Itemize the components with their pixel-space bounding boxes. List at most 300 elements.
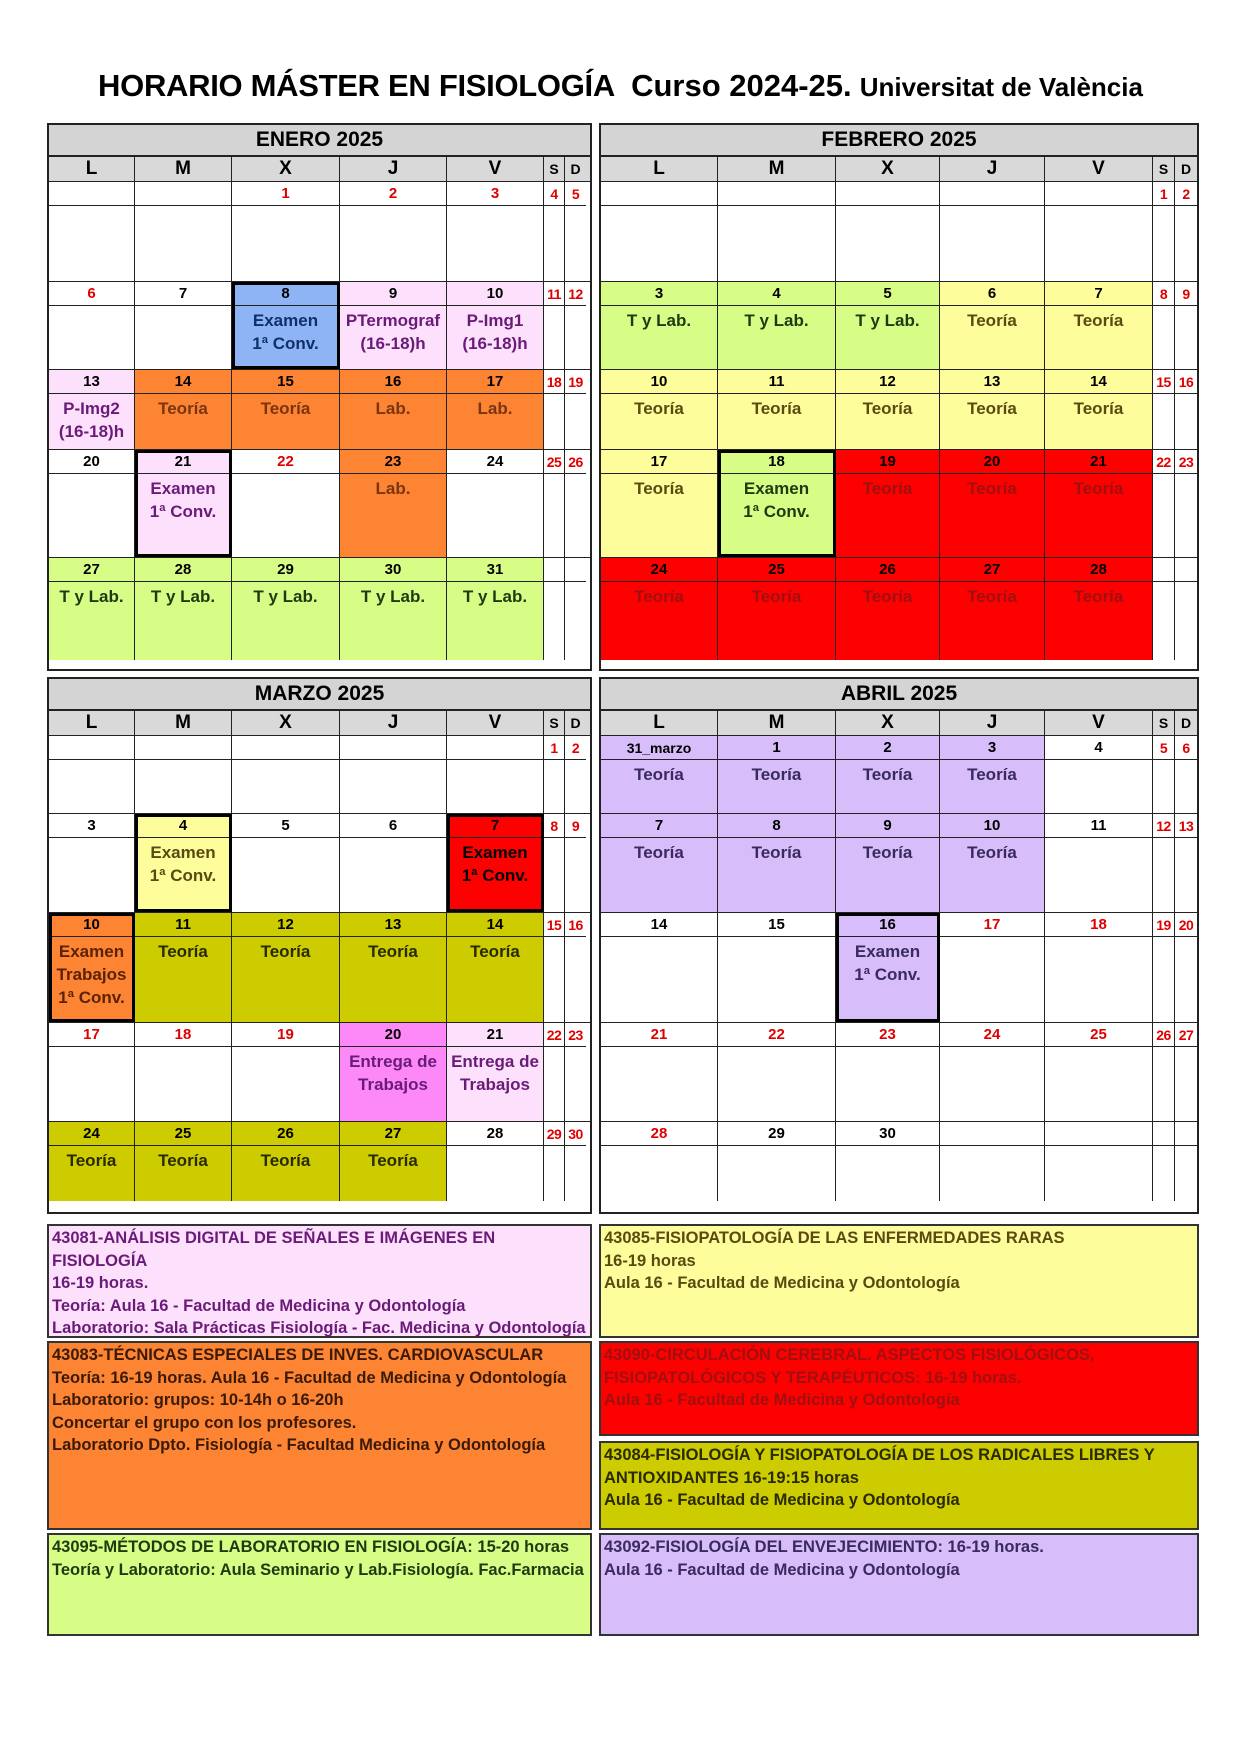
day-cell xyxy=(49,1122,135,1201)
day-number xyxy=(49,736,134,760)
session-label: Teoría xyxy=(862,843,913,862)
week-row xyxy=(601,370,1197,450)
day-number: 15 xyxy=(1153,370,1174,394)
day-number: 15 xyxy=(544,913,564,937)
day-number: 29 xyxy=(544,1122,564,1146)
session-label: Teoría xyxy=(368,942,418,961)
day-cell xyxy=(1175,736,1197,813)
session-label: Teoría xyxy=(967,587,1017,606)
weekday-header: L xyxy=(601,157,718,181)
day-cell xyxy=(232,814,340,912)
day-cell xyxy=(135,558,232,660)
calendar-title: FEBRERO 2025 xyxy=(601,125,1197,157)
session-label: T y Lab. xyxy=(462,587,528,606)
day-cell xyxy=(601,558,718,660)
day-cell xyxy=(447,1122,544,1201)
day-cell xyxy=(447,913,544,1022)
day-cell xyxy=(49,450,135,557)
calendar-january xyxy=(47,123,592,671)
day-cell xyxy=(1153,370,1175,449)
day-cell xyxy=(1153,558,1175,660)
day-number: 15 xyxy=(232,370,339,394)
day-number: 18 xyxy=(1045,913,1152,937)
day-number: 16 xyxy=(565,913,586,937)
session-label: Teoría xyxy=(368,1151,418,1170)
day-number: 31_marzo xyxy=(601,736,717,760)
title-main: HORARIO MÁSTER EN FISIOLOGÍA xyxy=(98,68,615,103)
day-cell xyxy=(544,450,565,557)
session-label: Lab. xyxy=(477,399,513,418)
day-cell xyxy=(135,370,232,449)
day-number xyxy=(1045,182,1152,206)
page-title xyxy=(0,68,1241,104)
day-number: 18 xyxy=(544,370,564,394)
day-number: 15 xyxy=(718,913,835,937)
day-cell xyxy=(601,450,718,557)
day-cell xyxy=(544,1023,565,1121)
day-cell xyxy=(1175,1122,1197,1201)
day-number: 8 xyxy=(544,814,564,838)
day-number: 20 xyxy=(1175,913,1197,937)
legend-43084: 43084-FISIOLOGÍA Y FISIOPATOLOGÍA DE LOS RADICALES LIBRES Y ANTIOXIDANTES 16-19:15 horas Aula 16 - Facultad de Medicina y Odontología xyxy=(599,1441,1199,1530)
day-number: 28 xyxy=(447,1122,543,1146)
weekday-header: L xyxy=(49,711,135,735)
day-number: 13 xyxy=(940,370,1044,394)
day-cell xyxy=(544,736,565,813)
day-cell xyxy=(135,913,232,1022)
day-cell xyxy=(232,913,340,1022)
week-row xyxy=(601,450,1197,558)
session-label: Teoría xyxy=(634,587,684,606)
weekday-header: D xyxy=(1180,715,1192,731)
day-cell xyxy=(940,450,1045,557)
session-label: Teoría xyxy=(470,942,520,961)
day-number: 30 xyxy=(340,558,446,582)
weekday-header: X xyxy=(836,157,940,181)
day-cell xyxy=(836,736,940,813)
day-number: 22 xyxy=(718,1023,835,1047)
day-number: 9 xyxy=(340,282,446,306)
day-number xyxy=(49,182,134,206)
weekday-header: X xyxy=(232,711,340,735)
day-number: 21 xyxy=(447,1023,543,1047)
day-number: 19 xyxy=(836,450,939,474)
day-number xyxy=(544,558,564,582)
day-cell xyxy=(836,450,940,557)
day-cell xyxy=(340,1122,447,1201)
day-number: 20 xyxy=(340,1023,446,1047)
weekday-header: X xyxy=(232,157,340,181)
day-cell xyxy=(718,282,836,369)
day-cell xyxy=(1045,1122,1153,1201)
day-number: 14 xyxy=(135,370,231,394)
title-course: Curso 2024-25. xyxy=(631,68,852,103)
day-cell xyxy=(836,182,940,281)
day-cell xyxy=(544,814,565,912)
day-number: 23 xyxy=(340,450,446,474)
exam-day-cell xyxy=(836,913,940,1022)
session-label: Teoría xyxy=(260,1151,311,1170)
day-number: 31 xyxy=(447,558,543,582)
legend-43081: 43081-ANÁLISIS DIGITAL DE SEÑALES E IMÁGENES EN FISIOLOGÍA 16-19 horas. Teoría: Aula 16 - Facultad de Medicina y Odontología Laboratorio: Sala Prácticas Fisiología - Fac. Medicina y Odontología xyxy=(47,1224,592,1338)
day-cell xyxy=(836,1023,940,1121)
day-number: 28 xyxy=(135,558,231,582)
weekday-header: L xyxy=(49,157,135,181)
day-cell xyxy=(565,182,586,281)
day-number xyxy=(1175,558,1197,582)
day-number xyxy=(1153,1122,1174,1146)
day-cell xyxy=(940,558,1045,660)
week-row xyxy=(49,1122,590,1201)
day-number: 20 xyxy=(940,450,1044,474)
session-label: Teoría xyxy=(967,843,1017,862)
session-label: Teoría xyxy=(66,1151,117,1170)
day-cell xyxy=(718,736,836,813)
session-label: Teoría xyxy=(634,765,684,784)
weekday-header: J xyxy=(340,711,447,735)
calendar-february xyxy=(599,123,1199,671)
day-number: 13 xyxy=(1175,814,1197,838)
day-number: 2 xyxy=(340,182,446,206)
day-number: 5 xyxy=(565,182,586,206)
day-cell xyxy=(135,1122,232,1201)
day-cell xyxy=(135,182,232,281)
session-label: T y Lab. xyxy=(360,587,426,606)
day-cell xyxy=(447,736,544,813)
day-cell xyxy=(601,182,718,281)
week-row xyxy=(601,282,1197,370)
session-label: Examen 1ª Conv. xyxy=(149,843,217,885)
day-number: 24 xyxy=(49,1122,134,1146)
day-number: 17 xyxy=(447,370,543,394)
week-row xyxy=(601,814,1197,913)
day-number: 13 xyxy=(340,913,446,937)
day-cell xyxy=(940,182,1045,281)
week-row xyxy=(49,558,590,660)
weekday-header: D xyxy=(570,161,581,177)
day-cell xyxy=(135,1023,232,1121)
session-label: Teoría xyxy=(967,399,1017,418)
day-number: 19 xyxy=(1153,913,1174,937)
session-label: Examen 1ª Conv. xyxy=(252,311,319,353)
day-cell xyxy=(1175,282,1197,369)
week-row xyxy=(49,450,590,558)
day-cell xyxy=(232,1023,340,1121)
day-cell xyxy=(1045,282,1153,369)
day-number: 29 xyxy=(718,1122,835,1146)
day-cell xyxy=(1153,913,1175,1022)
day-cell xyxy=(135,736,232,813)
session-label: Teoría xyxy=(751,765,802,784)
day-cell xyxy=(1153,736,1175,813)
day-number: 22 xyxy=(232,450,339,474)
session-label: Teoría xyxy=(1073,311,1124,330)
day-number: 24 xyxy=(601,558,717,582)
day-cell xyxy=(940,370,1045,449)
day-number: 8 xyxy=(1153,282,1174,306)
day-number: 8 xyxy=(718,814,835,838)
day-number: 11 xyxy=(544,282,564,306)
day-number: 30 xyxy=(565,1122,586,1146)
day-number: 7 xyxy=(447,814,543,838)
day-number: 19 xyxy=(232,1023,339,1047)
day-cell xyxy=(1175,913,1197,1022)
session-label: T y Lab. xyxy=(744,311,809,330)
day-number: 17 xyxy=(940,913,1044,937)
day-cell xyxy=(718,558,836,660)
session-label: Teoría xyxy=(634,479,684,498)
day-number xyxy=(447,736,543,760)
session-label: Teoría xyxy=(634,399,684,418)
session-label: P-Img1 (16-18)h xyxy=(462,311,528,353)
day-number: 14 xyxy=(447,913,543,937)
day-number: 11 xyxy=(135,913,231,937)
day-number xyxy=(718,182,835,206)
week-row xyxy=(601,1122,1197,1201)
day-cell xyxy=(565,736,586,813)
day-cell xyxy=(565,558,586,660)
day-cell xyxy=(1175,814,1197,912)
day-cell xyxy=(565,913,586,1022)
day-number xyxy=(1153,558,1174,582)
weekday-header: M xyxy=(718,711,836,735)
session-label: Teoría xyxy=(862,479,913,498)
day-cell xyxy=(340,1023,447,1121)
day-number: 18 xyxy=(135,1023,231,1047)
day-cell xyxy=(1045,814,1153,912)
session-label: Teoría xyxy=(260,399,311,418)
day-number: 18 xyxy=(718,450,835,474)
day-cell xyxy=(544,370,565,449)
day-cell xyxy=(601,736,718,813)
day-number: 9 xyxy=(565,814,586,838)
weekday-header: J xyxy=(940,711,1045,735)
day-number: 24 xyxy=(447,450,543,474)
session-label: Teoría xyxy=(967,311,1017,330)
day-number: 27 xyxy=(1175,1023,1197,1047)
day-cell xyxy=(135,282,232,369)
day-number: 26 xyxy=(565,450,586,474)
day-cell xyxy=(565,1122,586,1201)
session-label: Examen Trabajos 1ª Conv. xyxy=(56,942,127,1007)
day-number: 5 xyxy=(1153,736,1174,760)
day-cell xyxy=(565,1023,586,1121)
exam-day-cell xyxy=(49,913,135,1022)
session-label: Teoría xyxy=(1073,587,1124,606)
day-number: 24 xyxy=(940,1023,1044,1047)
day-number: 6 xyxy=(340,814,446,838)
day-number: 23 xyxy=(565,1023,586,1047)
day-cell xyxy=(447,182,544,281)
day-cell xyxy=(1045,736,1153,813)
week-row xyxy=(601,558,1197,660)
day-cell xyxy=(940,1122,1045,1201)
legend-43092: 43092-FISIOLOGÍA DEL ENVEJECIMIENTO: 16-19 horas. Aula 16 - Facultad de Medicina y Odontología xyxy=(599,1533,1199,1636)
day-number: 16 xyxy=(340,370,446,394)
calendar-march xyxy=(47,677,592,1214)
day-number: 4 xyxy=(718,282,835,306)
day-number: 27 xyxy=(940,558,1044,582)
day-cell xyxy=(601,814,718,912)
session-label: P-Img2 (16-18)h xyxy=(58,399,125,441)
day-cell xyxy=(718,1122,836,1201)
day-cell xyxy=(565,370,586,449)
day-cell xyxy=(232,182,340,281)
day-number: 2 xyxy=(565,736,586,760)
day-number: 6 xyxy=(1175,736,1197,760)
session-label: Lab. xyxy=(375,399,411,418)
legend-43090: 43090-CIRCULACIÓN CEREBRAL. ASPECTOS FISIOLÓGICOS, FISIOPATOLÓGICOS Y TERAPÉUTICOS: 16-19 horas. Aula 16 - Facultad de Medicina y Odontología xyxy=(599,1341,1199,1436)
day-number: 12 xyxy=(232,913,339,937)
day-number: 25 xyxy=(718,558,835,582)
day-number: 9 xyxy=(836,814,939,838)
day-number: 30 xyxy=(836,1122,939,1146)
day-cell xyxy=(49,814,135,912)
day-cell xyxy=(565,450,586,557)
weekday-header: V xyxy=(1045,711,1153,735)
session-label: Teoría xyxy=(634,843,684,862)
day-number: 12 xyxy=(836,370,939,394)
day-number: 5 xyxy=(836,282,939,306)
week-row xyxy=(601,1023,1197,1122)
day-cell xyxy=(544,282,565,369)
day-number: 20 xyxy=(49,450,134,474)
day-number: 5 xyxy=(232,814,339,838)
day-number: 28 xyxy=(601,1122,717,1146)
day-number xyxy=(1175,1122,1197,1146)
day-number: 17 xyxy=(49,1023,134,1047)
session-label: Teoría xyxy=(158,942,208,961)
day-cell xyxy=(940,1023,1045,1121)
day-cell xyxy=(447,282,544,369)
day-number: 21 xyxy=(601,1023,717,1047)
day-cell xyxy=(836,1122,940,1201)
day-cell xyxy=(49,558,135,660)
day-number: 26 xyxy=(836,558,939,582)
day-number: 21 xyxy=(135,450,231,474)
session-label: Lab. xyxy=(375,479,411,498)
exam-day-cell xyxy=(447,814,544,912)
session-label: Teoría xyxy=(1073,399,1124,418)
day-cell xyxy=(1045,370,1153,449)
day-cell xyxy=(340,450,447,557)
day-cell xyxy=(1175,370,1197,449)
day-cell xyxy=(340,282,447,369)
day-number xyxy=(135,182,231,206)
exam-day-cell xyxy=(135,450,232,557)
day-cell xyxy=(447,450,544,557)
week-row xyxy=(49,182,590,282)
day-number: 3 xyxy=(940,736,1044,760)
day-number: 14 xyxy=(601,913,717,937)
day-cell xyxy=(1175,1023,1197,1121)
weekday-header: J xyxy=(340,157,447,181)
session-label: T y Lab. xyxy=(855,311,920,330)
weekday-header-row xyxy=(601,157,1197,182)
session-label: Teoría xyxy=(158,1151,208,1170)
day-cell xyxy=(544,558,565,660)
weekday-header: J xyxy=(940,157,1045,181)
day-number: 9 xyxy=(1175,282,1197,306)
weekday-header: V xyxy=(447,711,544,735)
day-cell xyxy=(1153,814,1175,912)
day-number: 3 xyxy=(447,182,543,206)
weekday-header: S xyxy=(1153,157,1175,181)
exam-day-cell xyxy=(718,450,836,557)
day-number xyxy=(340,736,446,760)
day-number: 1 xyxy=(1153,182,1174,206)
day-number xyxy=(232,736,339,760)
session-label: Teoría xyxy=(751,399,802,418)
weekday-header: V xyxy=(447,157,544,181)
day-number: 4 xyxy=(1045,736,1152,760)
day-cell xyxy=(1045,913,1153,1022)
calendar-title: ABRIL 2025 xyxy=(601,679,1197,711)
day-cell xyxy=(940,814,1045,912)
weekday-header: D xyxy=(570,715,581,731)
weekday-header: D xyxy=(1180,161,1192,177)
day-number: 26 xyxy=(1153,1023,1174,1047)
day-number: 28 xyxy=(1045,558,1152,582)
session-label: Teoría xyxy=(967,765,1017,784)
day-cell xyxy=(232,736,340,813)
day-cell xyxy=(1153,282,1175,369)
day-cell xyxy=(601,282,718,369)
day-cell xyxy=(49,370,135,449)
weekday-header: S xyxy=(1153,711,1175,735)
day-number: 1 xyxy=(718,736,835,760)
day-number: 22 xyxy=(544,1023,564,1047)
day-number: 12 xyxy=(565,282,586,306)
day-number xyxy=(1045,1122,1152,1146)
exam-day-cell xyxy=(232,282,340,369)
day-cell xyxy=(49,282,135,369)
day-number: 19 xyxy=(565,370,586,394)
day-cell xyxy=(1045,182,1153,281)
session-label: Examen 1ª Conv. xyxy=(854,942,921,984)
week-row xyxy=(49,736,590,814)
session-label: PTermograf (16-18)h xyxy=(345,311,441,353)
day-number: 16 xyxy=(1175,370,1197,394)
session-label: Teoría xyxy=(967,479,1017,498)
day-cell xyxy=(1045,558,1153,660)
day-cell xyxy=(1153,1023,1175,1121)
week-row xyxy=(601,913,1197,1023)
day-cell xyxy=(565,282,586,369)
day-number: 12 xyxy=(1153,814,1174,838)
day-cell xyxy=(49,736,135,813)
session-label: Teoría xyxy=(260,942,311,961)
day-cell xyxy=(447,1023,544,1121)
legend-43083: 43083-TÉCNICAS ESPECIALES DE INVES. CARDIOVASCULAR Teoría: 16-19 horas. Aula 16 - Facultad de Medicina y Odontología Laboratorio: grupos: 10-14h o 16-20h Concertar el grupo con los profesores. Laboratorio Dpto. Fisiología - Facultad Medicina y Odontología xyxy=(47,1341,592,1530)
calendar-title: ENERO 2025 xyxy=(49,125,590,157)
day-cell xyxy=(232,558,340,660)
session-label: Teoría xyxy=(751,843,802,862)
day-number xyxy=(940,1122,1044,1146)
day-cell xyxy=(340,814,447,912)
day-cell xyxy=(940,913,1045,1022)
day-number: 3 xyxy=(601,282,717,306)
week-row xyxy=(601,182,1197,282)
weekday-header: M xyxy=(135,711,232,735)
weekday-header-row xyxy=(49,157,590,182)
day-number: 4 xyxy=(135,814,231,838)
day-number: 17 xyxy=(601,450,717,474)
day-number: 10 xyxy=(447,282,543,306)
session-label: Teoría xyxy=(1073,479,1124,498)
session-label: Teoría xyxy=(862,399,913,418)
day-number xyxy=(940,182,1044,206)
